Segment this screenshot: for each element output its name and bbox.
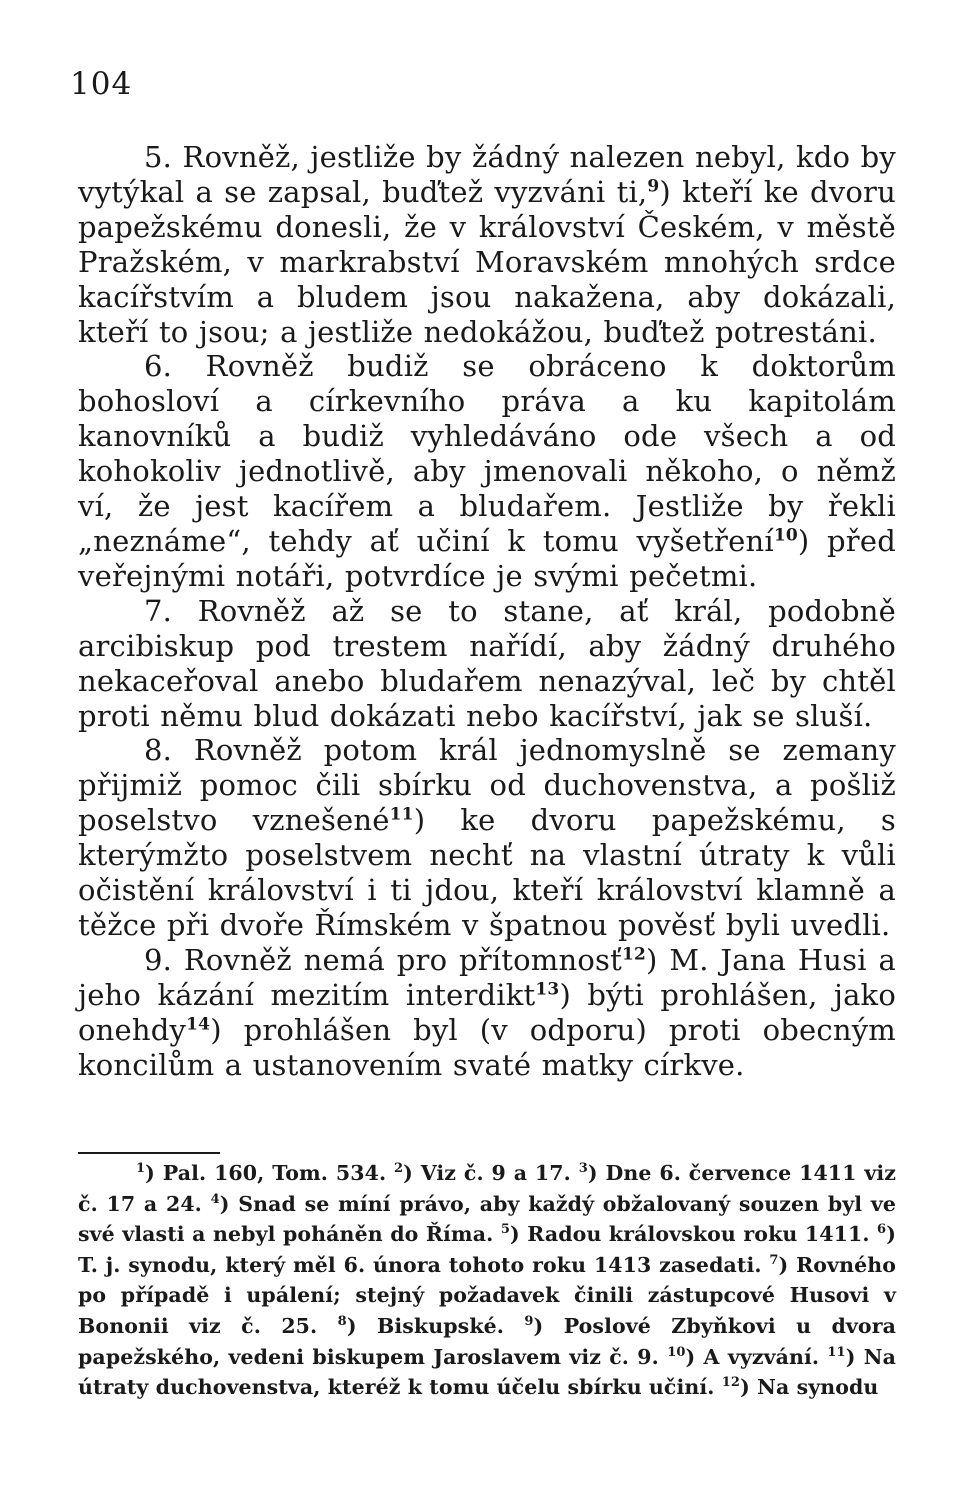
text-run: ) A vyzvání. (685, 1344, 828, 1369)
paragraph (78, 733, 896, 942)
text-run: ) před veřejnými notáři, potvrdíce je svými pečetmi. (78, 523, 897, 593)
footnote-marker: 4 (210, 1191, 220, 1207)
text-run: ) prohlášen byl (v odporu) proti obecným koncilům a ustanovením svaté matky církve. (78, 1012, 896, 1082)
footnote-marker: 14 (186, 1014, 211, 1034)
text-run: ) Dne 6. července 1411 viz č. 17 a 24. (78, 1161, 896, 1216)
text-run: ) Snad se míní právo, aby každý obžalovaný souzen byl ve své vlasti a nebyl poháněn do Říma. (78, 1191, 897, 1247)
text-run: ) M. Jana Husi a jeho kázání mezitím interdikt (78, 942, 896, 1012)
footnotes (78, 1158, 896, 1403)
text-run: ) Na útraty duchovenstva, kteréž k tomu účelu sbírku učiní. (78, 1344, 896, 1400)
footnote-marker: 2 (394, 1161, 404, 1177)
footnote-marker: 8 (337, 1314, 347, 1330)
text-run: ) T. j. synodu, který měl 6. února tohoto roku 1413 zasedati. (78, 1222, 897, 1277)
text-run: ) Rovného po případě i upálení; stejný požadavek činili zástupcové Husovi v Bononii viz č. 25. (78, 1252, 896, 1338)
text-run: ) kteří ke dvoru papežskému donesli, že v království Českém, v městě Pražském, v markrabství Moravském mnohých srdce kacířstvím a bludem jsou nakažena, aby dokázali, kteří to jsou; a jestliže nedokážou, buďtež potrestáni. (78, 174, 896, 349)
text-run: ) ke dvoru papežskému, s kterýmžto poselstvem nechť na vlastní útraty k vůli očistění království i ti jdou, kteří království klamně a těžce při dvoře Římském v špatnou pověsť byli uvedli. (78, 803, 897, 942)
footnote-marker: 3 (578, 1161, 588, 1177)
footnote-marker: 11 (827, 1344, 846, 1360)
text-run: 7. Rovněž až se to stane, ať král, podobně arcibiskup pod trestem nařídí, aby žádný druhého nekaceřoval anebo bludařem nenazýval, leč by chtěl proti němu blud dokázati nebo kacířství, jak se sluší. (78, 593, 896, 733)
text-run: ) Pal. 160, Tom. 534. (145, 1161, 394, 1185)
text-run: ) Biskupské. (346, 1313, 525, 1338)
paragraph (78, 594, 896, 734)
footnote-marker: 11 (389, 804, 414, 825)
footnote-marker: 12 (621, 944, 647, 965)
text-run: ) Poslové Zbyňkovi u dvora papežského, vedeni biskupem Jaroslavem viz č. 9. (78, 1313, 896, 1369)
text-run: 8. Rovněž potom král jednomyslně se zemany přijmiž pomoc čili sbírku od duchovenstva, a pošliž poselstvo vznešené (78, 733, 896, 838)
paragraph (78, 140, 896, 349)
footnote-marker: 5 (500, 1222, 510, 1238)
main-text (78, 140, 896, 1082)
footnote-marker: 10 (773, 525, 798, 546)
paragraph (78, 349, 896, 593)
text-run: ) býti prohlášen, jako onehdy (78, 977, 896, 1047)
footnote-marker: 13 (535, 979, 560, 1000)
text-run: ) Radou královskou roku 1411. (509, 1222, 878, 1247)
paragraph (78, 943, 896, 1083)
footnote-separator (78, 1152, 220, 1154)
text-run: 9. Rovněž nemá pro přítomnosť (144, 942, 622, 977)
footnote-marker: 6 (877, 1222, 887, 1238)
page-number: 104 (70, 66, 133, 102)
footnote-marker: 12 (721, 1375, 741, 1391)
text-run: ) Na synodu (740, 1375, 879, 1400)
footnote-marker: 9 (647, 176, 660, 197)
footnote-marker: 7 (769, 1252, 779, 1268)
footnote-marker: 1 (136, 1161, 146, 1177)
text-run: ) Viz č. 9 a 17. (403, 1161, 579, 1185)
footnote-marker: 9 (524, 1314, 534, 1330)
footnote-marker: 10 (667, 1344, 686, 1360)
text-run: 5. Rovněž, jestliže by žádný nalezen nebyl, kdo by vytýkal a se zapsal, buďtež vyzváni ti, (78, 140, 896, 209)
text-run: 6. Rovněž budiž se obráceno k doktorům bohosloví a církevního práva a ku kapitolám kanovníků a budiž vyhledáváno ode všech a od kohokoliv jednotlivě, aby jmenovali někoho, o němž ví, že jest kacířem a bludařem. Jestliže by řekli „neznáme“, tehdy ať učiní k tomu vyšetření (78, 349, 896, 558)
